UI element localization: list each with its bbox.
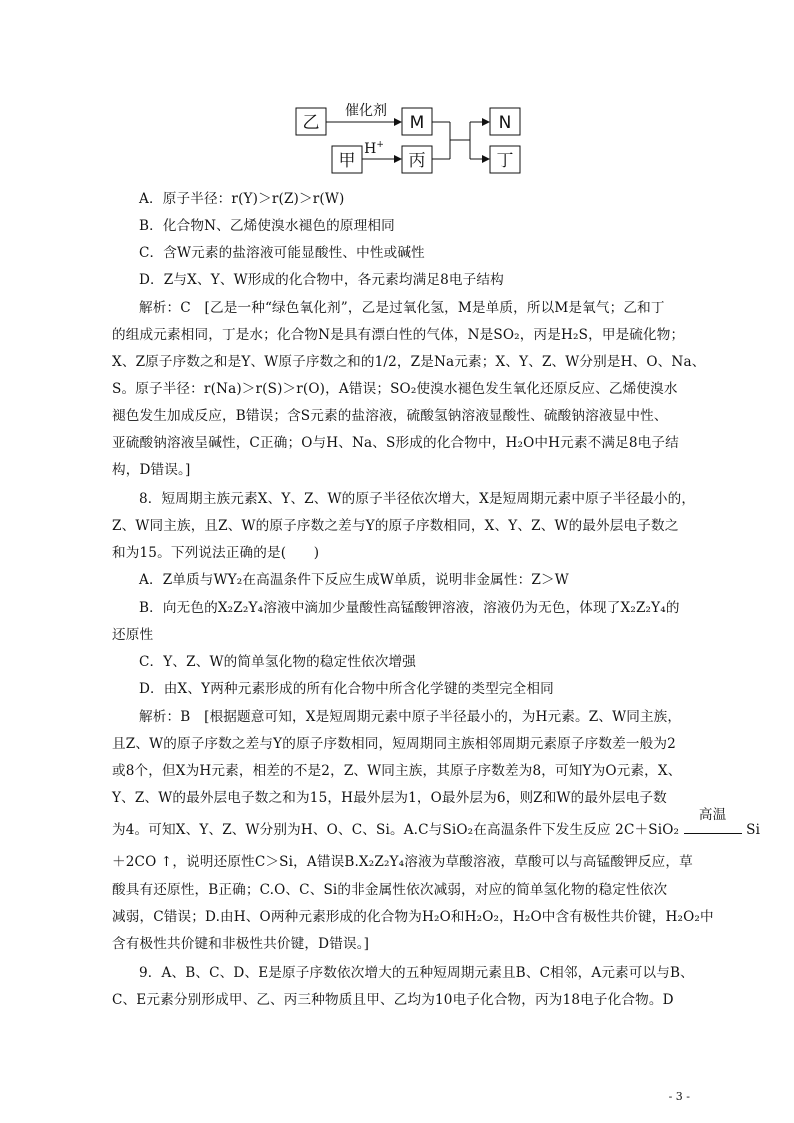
q8-stem-line: Z、W同主族，且Z、W的原子序数之差与Y的原子序数相同，X、Y、Z、W的最外层电子数之 <box>112 518 679 534</box>
arrow-head <box>394 118 402 126</box>
acid-label: H+ <box>364 140 384 157</box>
q7-analysis-line: X、Z原子序数之和是Y、W原子序数之和的1/2，Z是Na元素；X、Y、Z、W分别是H、O、Na、 <box>112 354 706 370</box>
q7-option-d: D．Z与X、Y、W形成的化合物中，各元素均满足8电子结构 <box>139 272 504 288</box>
q7-analysis-line: 亚硫酸钠溶液呈碱性，C正确；O与H、Na、S形成的化合物中，H₂O中H元素不满足8电子结 <box>112 435 679 451</box>
condition-bar <box>684 833 742 834</box>
box-bing-label: 丙 <box>408 151 426 171</box>
q8-analysis-line: Y、Z、W的最外层电子数之和为15，H最外层为1，O最外层为6，则Z和W的最外层电子数 <box>112 790 667 806</box>
reaction-condition <box>684 807 742 834</box>
q9-stem-line: 9．A、B、C、D、E是原子序数依次增大的五种短周期元素且B、C相邻，A元素可以与B、 <box>139 965 694 981</box>
q8-option-d: D．由X、Y两种元素形成的所有化合物中所含化学键的类型完全相同 <box>139 681 554 697</box>
q8-analysis-line: 解析：B [根据题意可知，X是短周期元素中原子半径最小的，为H元素。Z、W同主族， <box>139 709 682 725</box>
arrow-head <box>394 155 402 163</box>
q8-analysis-line: 含有极性共价键和非极性共价键，D错误。] <box>112 936 370 952</box>
q8-analysis-line: 酸具有还原性，B正确；C.O、C、Si的非金属性依次减弱，对应的简单氢化物的稳定性依次 <box>112 882 668 898</box>
q7-option-b: B．化合物N、乙烯使溴水褪色的原理相同 <box>139 218 395 234</box>
q7-analysis-line: 褪色发生加成反应，B错误；含S元素的盐溶液，硫酸氢钠溶液显酸性、硫酸钠溶液显中性、 <box>112 408 668 424</box>
q7-analysis-line: S。原子半径：r(Na)＞r(S)＞r(O)，A错误；SO₂使溴水褪色发生氧化还原反应、乙烯使溴水 <box>112 381 678 397</box>
q7-analysis-line: 解析：C [乙是一种“绿色氧化剂”，乙是过氧化氢，M是单质，所以M是氧气；乙和丁 <box>139 300 665 316</box>
q7-option-c: C．含W元素的盐溶液可能显酸性、中性或碱性 <box>139 245 425 261</box>
q7-analysis-line: 构，D错误。] <box>112 462 191 478</box>
box-n-label: N <box>498 113 512 133</box>
q8-option-b-cont: 还原性 <box>112 627 154 643</box>
q7-option-a: A．原子半径：r(Y)＞r(Z)＞r(W) <box>139 191 345 207</box>
equation-left: 为4。可知X、Y、Z、W分别为H、O、C、Si。A.C与SiO₂在高温条件下发生反应 2C＋SiO₂ <box>112 822 680 838</box>
arrow-head <box>482 155 490 163</box>
q8-option-b: B．向无色的X₂Z₂Y₄溶液中滴加少量酸性高锰酸钾溶液，溶液仍为无色，体现了X₂Z₂Y₄的 <box>139 600 680 616</box>
q8-stem-line: 和为15。下列说法正确的是( ) <box>112 545 320 561</box>
q8-analysis-line: 或8个，但X为H元素，相差的不是2，Z、W同主族，其原子序数差为8，可知Y为O元素，X、 <box>112 763 682 779</box>
q8-option-c: C．Y、Z、W的简单氢化物的稳定性依次增强 <box>139 654 417 670</box>
q9-stem-line: C、E元素分别形成甲、乙、丙三种物质且甲、乙均为10电子化合物，丙为18电子化合物。D <box>112 992 674 1008</box>
q8-analysis-line: ＋2CO ↑，说明还原性C＞Si，A错误B.X₂Z₂Y₄溶液为草酸溶液，草酸可以与高锰酸钾反应，草 <box>112 854 693 870</box>
q8-analysis-line: 且Z、W的原子序数之差与Y的原子序数相同，短周期同主族相邻周期元素原子序数差一般为2 <box>112 736 676 752</box>
catalyst-label: 催化剂 <box>345 103 387 119</box>
q7-analysis-line: 的组成元素相同，丁是水；化合物N是具有漂白性的气体，N是SO₂，丙是H₂S，甲是硫化物； <box>112 327 685 343</box>
condition-label: 高温 <box>698 807 727 823</box>
equation-right: Si <box>746 822 761 838</box>
page-number: - 3 - <box>668 1090 690 1103</box>
box-jia-label: 甲 <box>338 151 356 171</box>
q8-option-a: A．Z单质与WY₂在高温条件下反应生成W单质，说明非金属性：Z＞W <box>139 572 569 588</box>
q8-analysis-equation-line <box>112 807 761 840</box>
box-m-label: M <box>409 113 425 133</box>
q8-analysis-line: 减弱，C错误；D.由H、O两种元素形成的化合物为H₂O和H₂O₂，H₂O中含有极性共价键，H₂O₂中 <box>112 909 714 925</box>
arrow-head <box>482 118 490 126</box>
reaction-diagram <box>290 100 530 178</box>
q8-stem-line: 8．短周期主族元素X、Y、Z、W的原子半径依次增大，X是短周期元素中原子半径最小的， <box>139 491 696 507</box>
box-yi-label: 乙 <box>302 113 320 133</box>
box-ding-label: 丁 <box>496 151 514 171</box>
